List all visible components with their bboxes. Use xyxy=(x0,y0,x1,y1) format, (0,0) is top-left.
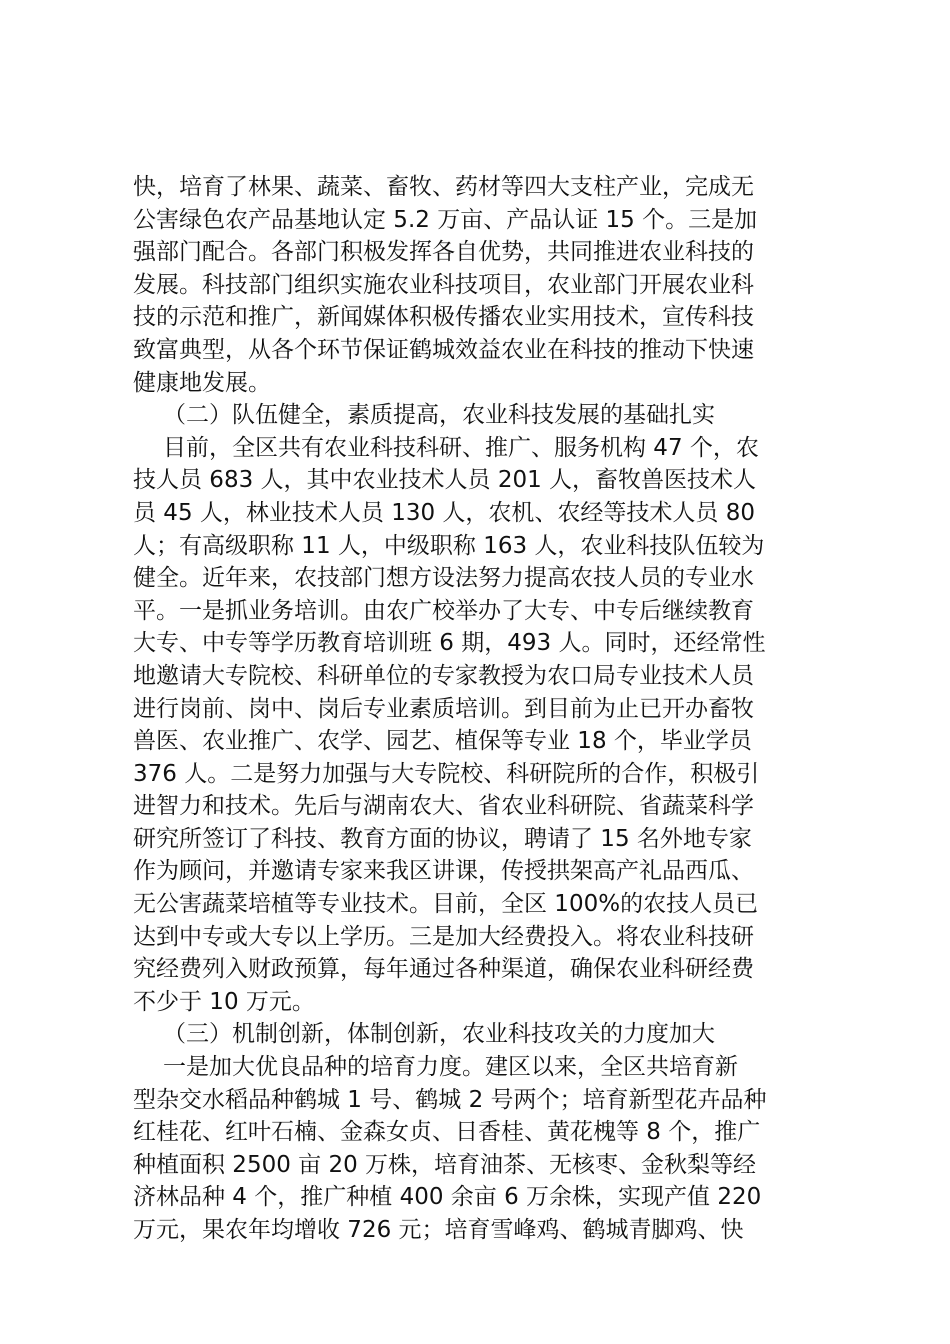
text-line: 济林品种 4 个，推广种植 400 余亩 6 万余株，实现产值 220 xyxy=(133,1184,762,1211)
text-line: 技人员 683 人，其中农业技术人员 201 人，畜牧兽医技术人 xyxy=(133,467,757,494)
text-line: 人；有高级职称 11 人，中级职称 163 人，农业科技队伍较为 xyxy=(133,532,765,559)
text-line: 究经费列入财政预算，每年通过各种渠道，确保农业科研经费 xyxy=(133,956,754,983)
text-line: 快，培育了林果、蔬菜、畜牧、药材等四大支柱产业，完成无 xyxy=(133,174,754,200)
paragraph-1 xyxy=(133,171,829,399)
document-page xyxy=(133,171,829,1247)
text-line: 员 45 人，林业技术人员 130 人，农机、农经等技术人员 80 xyxy=(133,499,755,526)
text-line: 平。一是抓业务培训。由农广校举办了大专、中专后继续教育 xyxy=(133,597,754,624)
text-line: 进智力和技术。先后与湖南农大、省农业科研院、省蔬菜科学 xyxy=(133,793,754,820)
text-line: 不少于 10 万元。 xyxy=(133,988,315,1015)
text-line: 大专、中专等学历教育培训班 6 期，493 人。同时，还经常性 xyxy=(133,630,766,657)
text-line: 目前，全区共有农业科技科研、推广、服务机构 47 个，农 xyxy=(163,434,759,461)
text-line: 健康地发展。 xyxy=(133,369,271,396)
text-line: 致富典型，从各个环节保证鹤城效益农业在科技的推动下快速 xyxy=(133,336,754,363)
section-heading-2: （二）队伍健全，素质提高，农业科技发展的基础扎实 xyxy=(163,402,715,429)
text-line: 376 人。二是努力加强与大专院校、科研院所的合作，积极引 xyxy=(133,760,760,787)
text-line: 无公害蔬菜培植等专业技术。目前，全区 100%的农技人员已 xyxy=(133,891,759,918)
section-heading-3: （三）机制创新，体制创新，农业科技攻关的力度加大 xyxy=(163,1021,715,1048)
text-line: 研究所签订了科技、教育方面的协议，聘请了 15 名外地专家 xyxy=(133,825,752,852)
text-line: 一是加大优良品种的培育力度。建区以来，全区共培育新 xyxy=(163,1054,738,1081)
text-line: 发展。科技部门组织实施农业科技项目，农业部门开展农业科 xyxy=(133,271,754,298)
text-line: 健全。近年来，农技部门想方设法努力提高农技人员的专业水 xyxy=(133,565,754,592)
paragraph-3 xyxy=(133,1051,829,1247)
text-line: 种植面积 2500 亩 20 万株，培育油茶、无核枣、金秋梨等经 xyxy=(133,1151,757,1178)
text-line: 红桂花、红叶石楠、金森女贞、日香桂、黄花槐等 8 个，推广 xyxy=(133,1119,761,1146)
text-line: 型杂交水稻品种鹤城 1 号、鹤城 2 号两个；培育新型花卉品种 xyxy=(133,1086,767,1113)
text-line: 达到中专或大专以上学历。三是加大经费投入。将农业科技研 xyxy=(133,923,754,950)
paragraph-2 xyxy=(133,432,829,1019)
text-line: 兽医、农业推广、农学、园艺、植保等专业 18 个，毕业学员 xyxy=(133,728,752,755)
text-line: 作为顾问，并邀请专家来我区讲课，传授拱架高产礼品西瓜、 xyxy=(133,858,754,885)
text-line: 强部门配合。各部门积极发挥各自优势，共同推进农业科技的 xyxy=(133,239,754,266)
text-line: 公害绿色农产品基地认定 5.2 万亩、产品认证 15 个。三是加 xyxy=(133,206,758,233)
text-line: 地邀请大专院校、科研单位的专家教授为农口局专业技术人员 xyxy=(133,662,754,689)
text-line: 万元，果农年均增收 726 元；培育雪峰鸡、鹤城青脚鸡、快 xyxy=(133,1217,744,1243)
text-line: 进行岗前、岗中、岗后专业素质培训。到目前为止已开办畜牧 xyxy=(133,695,754,722)
text-line: 技的示范和推广，新闻媒体积极传播农业实用技术，宣传科技 xyxy=(133,304,754,331)
